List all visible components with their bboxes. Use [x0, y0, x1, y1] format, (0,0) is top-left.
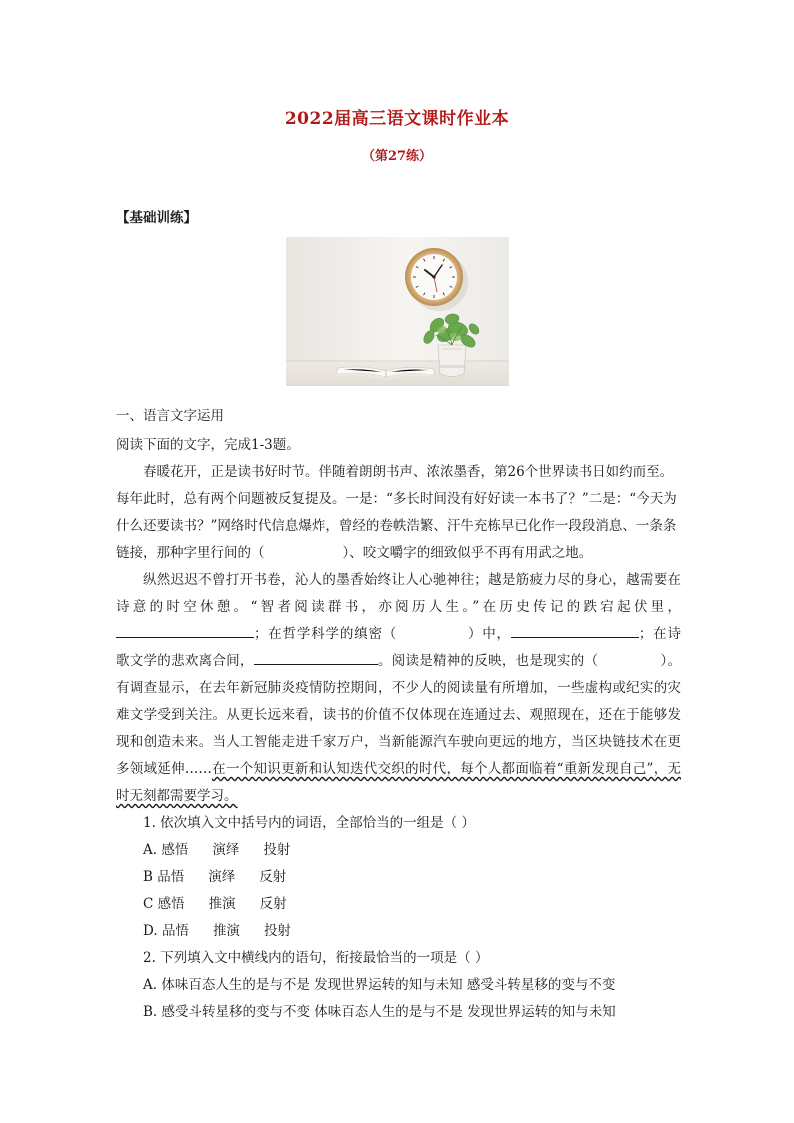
page-subtitle: （第27练）: [361, 149, 433, 164]
part-heading: 一、语言文字运用: [116, 408, 224, 424]
option-label: B: [143, 869, 158, 885]
option-word: 推演: [208, 896, 236, 912]
paragraph-1-text: 春暖花开，正是读书好时节。伴随着朗朗书声、浓浓墨香，第26个世界读书日如约而至。每年此时，总有两个问题被反复提及。一是：“多长时间没有好好读一本书了？”二是：“今天为什么还要读书？”网络时代信息爆炸，曾经的卷帙浩繁、汗牛充栋早已化作一段段消息、一条条链接，那种字里行间的（: [116, 464, 677, 561]
passage-paragraph-1: [116, 459, 681, 567]
illustration-photo: [286, 237, 509, 386]
section-tag: 【基础训练】: [116, 210, 197, 226]
paragraph-2-text-d: ；在诗歌文学的悲欢离合间，: [116, 626, 681, 669]
passage-paragraph-2: [116, 567, 681, 810]
page-title: 2022届高三语文课时作业本: [284, 109, 510, 129]
option-text: 体味百态人生的是与不是 发现世界运转的知与未知 感受斗转星移的变与不变: [161, 977, 616, 993]
question-1-stem: 1. 依次填入文中括号内的词语，全部恰当的一组是（ ）: [143, 815, 475, 831]
question-1-option-a: [116, 837, 681, 864]
question-1-option-b: [116, 864, 681, 891]
option-label: B.: [143, 1004, 162, 1020]
paragraph-2-text-f: ）。有调查显示，在去年新冠肺炎疫情防控期间，不少人的阅读量有所增加，一些虚构或纪实的灾难文学受到关注。从更长远来看，读书的价值不仅体现在连通过去、观照现在，还在于能够发现和创造未来。当人工智能走进千家万户，当新能源汽车驶向更远的地方，当区块链技术在更多领域延伸……: [116, 653, 682, 777]
paragraph-2-text-e: 。阅读是精神的反映，也是现实的（: [377, 653, 599, 669]
instruction-text: 阅读下面的文字，完成1-3题。: [116, 437, 300, 453]
option-word: 感悟: [157, 896, 185, 912]
option-word: 感悟: [161, 842, 189, 858]
question-2-stem: 2. 下列填入文中横线内的语句，衔接最恰当的一项是（ ）: [143, 950, 489, 966]
option-label: D.: [143, 923, 162, 939]
option-word: 投射: [263, 842, 291, 858]
question-1-option-c: [116, 891, 681, 918]
option-word: 推演: [212, 923, 240, 939]
option-label: A.: [143, 977, 162, 993]
question-2-option-b: [116, 999, 681, 1026]
option-word: 投射: [263, 923, 291, 939]
paragraph-1-tail: ）、咬文嚼字的细致似乎不再有用武之地。: [342, 545, 593, 561]
bracket-blank-1: [265, 543, 343, 557]
question-1-option-d: [116, 918, 681, 945]
question-2-option-a: [116, 972, 681, 999]
option-label: C: [143, 896, 158, 912]
reading-passage: [116, 432, 681, 1026]
paragraph-2-text-a: 纵然迟迟不曾打开书卷，沁人的墨香始终让人心驰神往；越是筋疲力尽的身心，越需要在诗意的时空休憩。“智者阅读群书，亦阅历人生。”在历史传记的跌宕起伏里，: [116, 572, 681, 615]
clock-plant-book-illustration: [286, 237, 509, 386]
option-word: 品悟: [161, 923, 189, 939]
paragraph-2-text-b: ；在哲学科学的缜密（: [254, 626, 398, 642]
fill-line-2: [511, 623, 639, 638]
option-word: 反射: [259, 869, 287, 885]
option-word: 演绎: [208, 869, 236, 885]
option-word: 品悟: [157, 869, 185, 885]
option-word: 演绎: [212, 842, 240, 858]
paragraph-2-text-c: ）中，: [467, 626, 511, 642]
option-word: 反射: [259, 896, 287, 912]
fill-line-1: [116, 623, 254, 638]
wavy-underlined-sentence: 在一个知识更新和认知迭代交织的时代，每个人都面临着“重新发现自己”，无时无刻都需要学习。: [116, 761, 681, 804]
option-label: A.: [143, 842, 162, 858]
option-text: 感受斗转星移的变与不变 体味百态人生的是与不是 发现世界运转的知与未知: [161, 1004, 616, 1020]
fill-line-3: [254, 650, 378, 665]
